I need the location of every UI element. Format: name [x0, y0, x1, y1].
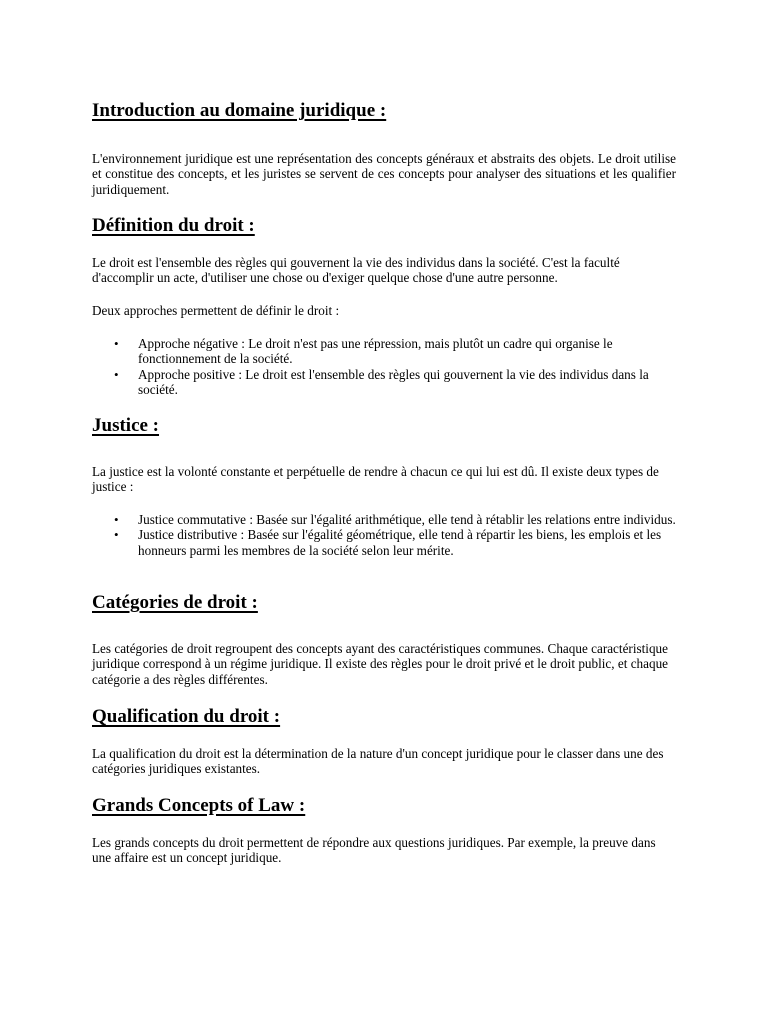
bullet-icon: •	[114, 366, 119, 382]
list-item	[92, 527, 676, 558]
paragraph-categories: Les catégories de droit regroupent des concepts ayant des caractéristiques communes. Chaque caractéristique juridique correspond à un régime juridique. Il existe des règles pour le droit privé et le droit public, et chaque catégorie a des règles différentes.	[92, 641, 669, 687]
section-heading-definition: Définition du droit :	[92, 215, 255, 236]
paragraph-definition: Le droit est l'ensemble des règles qui gouvernent la vie des individus dans la société. C'est la faculté d'accomplir un acte, d'utiliser une chose ou d'exiger quelque chose d'une autre personne.	[92, 255, 620, 286]
paragraph-approaches-intro: Deux approches permettent de définir le droit :	[92, 303, 340, 318]
list-item-text: Approche positive : Le droit est l'ensemble des règles qui gouvernent la vie des individus dans la société.	[138, 366, 649, 398]
list-item-text: Justice commutative : Basée sur l'égalité arithmétique, elle tend à rétablir les relations entre individus.	[138, 512, 676, 527]
section-heading-introduction: Introduction au domaine juridique :	[92, 100, 387, 121]
paragraph-introduction: L'environnement juridique est une représentation des concepts généraux et abstraits des objets. Le droit utilise et constitue des concepts, et les juristes se servent de ces concepts pour analyser des situations et les qualifier juridiquement.	[92, 151, 676, 197]
list-item	[92, 336, 676, 367]
list-item	[92, 512, 676, 527]
section-heading-grands-concepts: Grands Concepts of Law :	[92, 795, 306, 816]
section-heading-justice: Justice :	[92, 415, 160, 436]
paragraph-justice: La justice est la volonté constante et perpétuelle de rendre à chacun ce qui lui est dû. Il existe deux types de justice :	[92, 464, 659, 495]
list-item-text: Justice distributive : Basée sur l'égalité géométrique, elle tend à répartir les biens, les emplois et les honneurs parmi les membres de la société selon leur mérite.	[138, 527, 662, 558]
bullet-icon: •	[114, 336, 119, 351]
paragraph-grands-concepts: Les grands concepts du droit permettent de répondre aux questions juridiques. Par exemple, la preuve dans une affaire est un concept juridique.	[92, 835, 656, 866]
bullet-icon: •	[114, 527, 119, 543]
bullet-icon: •	[114, 512, 119, 527]
paragraph-qualification: La qualification du droit est la détermination de la nature d'un concept juridique pour le classer dans une des catégories juridiques existantes.	[92, 746, 664, 777]
section-heading-qualification: Qualification du droit :	[92, 706, 281, 727]
justice-types-list	[92, 512, 676, 558]
section-heading-categories: Catégories de droit :	[92, 592, 258, 613]
approaches-list	[92, 336, 676, 398]
list-item-text: Approche négative : Le droit n'est pas une répression, mais plutôt un cadre qui organise le fonctionnement de la société.	[138, 336, 613, 367]
list-item	[92, 367, 676, 398]
